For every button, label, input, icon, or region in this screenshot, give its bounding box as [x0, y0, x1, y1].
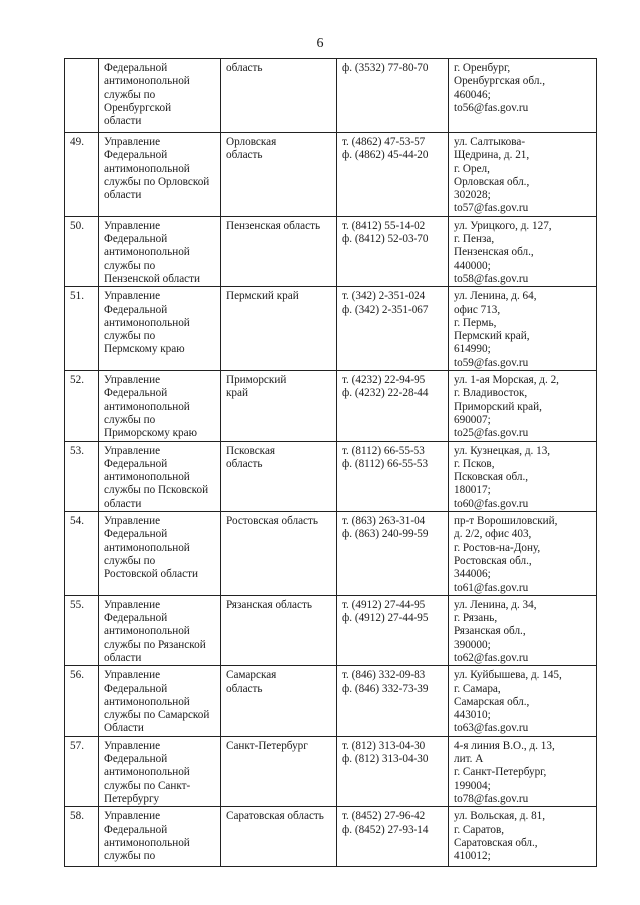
table-row [65, 666, 597, 736]
phone-cell [337, 595, 449, 665]
office-name-line: области [104, 497, 142, 510]
address-line: Приморский край, [454, 400, 542, 413]
office-name-line: службы по Санкт- [104, 779, 191, 792]
region-line: область [226, 149, 263, 162]
office-name-line: области [104, 651, 142, 664]
address-line: to61@fas.gov.ru [454, 581, 529, 594]
address-line: 443010; [454, 709, 491, 722]
address-line: г. Владивосток, [454, 387, 528, 400]
address-line: ул. Куйбышева, д. 145, [454, 669, 562, 682]
office-name-cell [99, 736, 221, 806]
region-line: Пермский край [226, 290, 299, 303]
office-name-line: Федеральной [104, 823, 168, 836]
address-line: 302028; [454, 189, 491, 202]
address-line: 410012; [454, 850, 491, 863]
row-number-cell: 50. [65, 216, 99, 286]
address-line: Саратовская обл., [454, 836, 538, 849]
office-name-line: Федеральной [104, 303, 168, 316]
phone-line: т. (863) 263-31-04 [342, 515, 426, 528]
office-name-line: службы по [104, 554, 156, 567]
office-name-line: Федеральной [104, 387, 168, 400]
address-line: Псковская обл., [454, 471, 529, 484]
address-cell [449, 133, 597, 217]
region-line: область [226, 62, 263, 74]
row-number-cell: 58. [65, 807, 99, 867]
region-line: Орловская [226, 136, 277, 148]
row-number-cell: 51. [65, 287, 99, 371]
region-cell [221, 371, 337, 441]
address-cell [449, 371, 597, 441]
address-line: Рязанская обл., [454, 625, 526, 638]
address-cell [449, 59, 597, 133]
region-line: Саратовская область [226, 810, 324, 823]
phone-cell [337, 807, 449, 867]
office-name-cell [99, 133, 221, 217]
phone-line: ф. (4912) 27-44-95 [342, 612, 429, 625]
office-name-line: антимонопольной [104, 316, 190, 329]
row-number-cell: 54. [65, 512, 99, 596]
address-cell [449, 666, 597, 736]
address-line: Самарская обл., [454, 695, 530, 708]
address-line: 614990; [454, 343, 491, 356]
address-line: г. Орел, [454, 162, 490, 175]
office-name-line: службы по Самарской [104, 709, 210, 722]
table-row [65, 512, 597, 596]
office-name-line: Оренбургской [104, 101, 172, 114]
address-line: 440000; [454, 259, 491, 272]
office-name-line: Управление [104, 219, 161, 232]
phone-line: т. (4232) 22-94-95 [342, 374, 426, 387]
region-line: край [226, 387, 248, 400]
address-line: to57@fas.gov.ru [454, 202, 529, 215]
office-name-line: антимонопольной [104, 541, 190, 554]
address-line: г. Санкт-Петербург, [454, 766, 547, 779]
region-cell [221, 666, 337, 736]
office-name-line: антимонопольной [104, 471, 190, 484]
address-line: лит. А [454, 753, 484, 766]
table-row [65, 807, 597, 867]
phone-line: т. (8452) 27-96-42 [342, 810, 426, 823]
table-row [65, 595, 597, 665]
region-line: Пензенская область [226, 219, 321, 232]
office-name-line: антимонопольной [104, 75, 190, 88]
address-cell [449, 216, 597, 286]
address-line: г. Пермь, [454, 316, 497, 329]
address-line: ул. Ленина, д. 64, [454, 290, 537, 303]
page-number: 6 [316, 36, 324, 51]
office-name-cell [99, 666, 221, 736]
office-name-line: антимонопольной [104, 836, 190, 849]
phone-cell [337, 371, 449, 441]
office-name-line: службы по [104, 88, 156, 101]
phone-line: ф. (4862) 45-44-20 [342, 149, 429, 162]
region-cell [221, 287, 337, 371]
office-name-line: Петербургу [104, 792, 160, 805]
address-line: to62@fas.gov.ru [454, 651, 529, 664]
office-name-line: антимонопольной [104, 400, 190, 413]
address-line: Щедрина, д. 21, [454, 149, 530, 162]
address-line: 180017; [454, 484, 491, 497]
address-line: г. Пенза, [454, 233, 495, 246]
address-line: ул. 1-ая Морская, д. 2, [454, 374, 559, 387]
address-cell [449, 441, 597, 511]
office-name-line: Федеральной [104, 149, 168, 162]
office-name-line: Федеральной [104, 62, 168, 74]
table-row [65, 736, 597, 806]
table-row [65, 216, 597, 286]
office-name-line: области [104, 115, 142, 128]
address-line: to58@fas.gov.ru [454, 272, 529, 285]
phone-cell [337, 441, 449, 511]
address-cell [449, 807, 597, 867]
phone-cell [337, 59, 449, 133]
fas-offices-table [64, 58, 597, 867]
address-line: to60@fas.gov.ru [454, 497, 529, 510]
phone-cell [337, 287, 449, 371]
region-cell [221, 133, 337, 217]
office-name-line: Федеральной [104, 753, 168, 766]
office-name-line: Управление [104, 669, 161, 682]
office-name-cell [99, 807, 221, 867]
office-name-line: Федеральной [104, 612, 168, 625]
phone-line: ф. (846) 332-73-39 [342, 682, 429, 695]
office-name-line: Федеральной [104, 528, 168, 541]
office-name-line: службы по [104, 413, 156, 426]
office-name-line: антимонопольной [104, 695, 190, 708]
office-name-line: антимонопольной [104, 246, 190, 259]
office-name-line: антимонопольной [104, 766, 190, 779]
office-name-cell [99, 512, 221, 596]
address-line: г. Рязань, [454, 612, 498, 625]
address-line: г. Саратов, [454, 823, 505, 836]
row-number-cell: 53. [65, 441, 99, 511]
address-cell [449, 287, 597, 371]
address-line: ул. Урицкого, д. 127, [454, 219, 552, 232]
office-name-line: Федеральной [104, 682, 168, 695]
office-name-line: Управление [104, 739, 161, 752]
region-line: Рязанская область [226, 598, 312, 611]
phone-line: т. (4912) 27-44-95 [342, 598, 426, 611]
table-row [65, 287, 597, 371]
office-name-line: Управление [104, 515, 161, 528]
address-line: офис 713, [454, 303, 501, 316]
address-line: Пензенская обл., [454, 246, 534, 259]
address-line: Орловская обл., [454, 175, 530, 188]
phone-line: т. (8412) 55-14-02 [342, 219, 426, 232]
row-number-cell: 56. [65, 666, 99, 736]
office-name-cell [99, 287, 221, 371]
phone-line: ф. (863) 240-99-59 [342, 528, 429, 541]
phone-cell [337, 736, 449, 806]
table-body [65, 59, 597, 867]
phone-line: т. (846) 332-09-83 [342, 669, 426, 682]
region-cell [221, 512, 337, 596]
phone-line: ф. (8452) 27-93-14 [342, 823, 429, 836]
phone-cell [337, 216, 449, 286]
phone-line: ф. (8112) 66-55-53 [342, 457, 429, 470]
address-line: г. Оренбург, [454, 62, 511, 74]
office-name-line: Федеральной [104, 233, 168, 246]
address-line: ул. Вольская, д. 81, [454, 810, 546, 823]
office-name-line: Управление [104, 136, 161, 148]
region-cell [221, 216, 337, 286]
address-line: 390000; [454, 638, 491, 651]
phone-cell [337, 133, 449, 217]
region-line: область [226, 682, 263, 695]
office-name-line: службы по [104, 259, 156, 272]
address-line: 199004; [454, 779, 491, 792]
address-line: ул. Кузнецкая, д. 13, [454, 444, 551, 457]
address-line: to59@fas.gov.ru [454, 356, 529, 369]
table-row [65, 59, 597, 133]
region-line: область [226, 457, 263, 470]
phone-line: ф. (8412) 52-03-70 [342, 233, 429, 246]
office-name-line: службы по Орловской [104, 175, 210, 188]
phone-line: т. (342) 2-351-024 [342, 290, 426, 303]
office-name-line: Приморскому краю [104, 427, 197, 440]
office-name-cell [99, 59, 221, 133]
row-number-cell: 57. [65, 736, 99, 806]
address-line: ул. Ленина, д. 34, [454, 598, 537, 611]
address-cell [449, 512, 597, 596]
address-line: д. 2/2, офис 403, [454, 528, 532, 541]
address-line: г. Самара, [454, 682, 501, 695]
phone-line: т. (4862) 47-53-57 [342, 136, 426, 148]
table-row [65, 371, 597, 441]
office-name-line: области [104, 189, 142, 202]
region-cell [221, 441, 337, 511]
phone-line: т. (812) 313-04-30 [342, 739, 426, 752]
address-line: г. Ростов-на-Дону, [454, 541, 541, 554]
table-row [65, 441, 597, 511]
address-line: to63@fas.gov.ru [454, 722, 529, 735]
row-number-cell [65, 59, 99, 133]
row-number-cell: 49. [65, 133, 99, 217]
region-cell [221, 59, 337, 133]
region-cell [221, 736, 337, 806]
phone-line: ф. (3532) 77-80-70 [342, 62, 429, 74]
phone-line: ф. (4232) 22-28-44 [342, 387, 429, 400]
office-name-line: Федеральной [104, 457, 168, 470]
office-name-line: Пермскому краю [104, 343, 185, 356]
phone-cell [337, 666, 449, 736]
office-name-line: службы по [104, 330, 156, 343]
region-cell [221, 807, 337, 867]
office-name-line: антимонопольной [104, 162, 190, 175]
office-name-cell [99, 595, 221, 665]
region-line: Санкт-Петербург [226, 739, 308, 752]
address-line: 344006; [454, 568, 491, 581]
office-name-cell [99, 216, 221, 286]
office-name-line: Области [104, 722, 144, 735]
office-name-line: антимонопольной [104, 625, 190, 638]
region-line: Ростовская область [226, 515, 318, 528]
address-cell [449, 595, 597, 665]
office-name-line: Управление [104, 810, 161, 823]
address-line: ул. Салтыкова- [454, 136, 526, 148]
region-line: Самарская [226, 669, 277, 682]
office-name-line: службы по Псковской [104, 484, 209, 497]
office-name-line: службы по Рязанской [104, 638, 206, 651]
office-name-line: службы по [104, 850, 156, 863]
phone-line: ф. (342) 2-351-067 [342, 303, 429, 316]
office-name-line: Управление [104, 444, 161, 457]
address-line: 4-я линия В.О., д. 13, [454, 739, 555, 752]
table-row [65, 133, 597, 217]
phone-line: т. (8112) 66-55-53 [342, 444, 425, 457]
address-line: г. Псков, [454, 457, 495, 470]
region-line: Приморский [226, 374, 287, 387]
region-cell [221, 595, 337, 665]
address-line: 460046; [454, 88, 491, 101]
office-name-line: Ростовской области [104, 568, 198, 581]
address-line: 690007; [454, 413, 491, 426]
office-name-cell [99, 371, 221, 441]
row-number-cell: 55. [65, 595, 99, 665]
office-name-line: Пензенской области [104, 272, 201, 285]
office-name-cell [99, 441, 221, 511]
office-name-line: Управление [104, 598, 161, 611]
phone-line: ф. (812) 313-04-30 [342, 753, 429, 766]
address-line: Оренбургская обл., [454, 75, 545, 88]
office-name-line: Управление [104, 290, 161, 303]
region-line: Псковская [226, 444, 276, 457]
row-number-cell: 52. [65, 371, 99, 441]
address-line: пр-т Ворошиловский, [454, 515, 558, 528]
address-cell [449, 736, 597, 806]
phone-cell [337, 512, 449, 596]
address-line: to25@fas.gov.ru [454, 427, 529, 440]
office-name-line: Управление [104, 374, 161, 387]
address-line: to78@fas.gov.ru [454, 792, 529, 805]
address-line: Пермский край, [454, 330, 530, 343]
address-line: Ростовская обл., [454, 554, 532, 567]
address-line: to56@fas.gov.ru [454, 101, 529, 114]
